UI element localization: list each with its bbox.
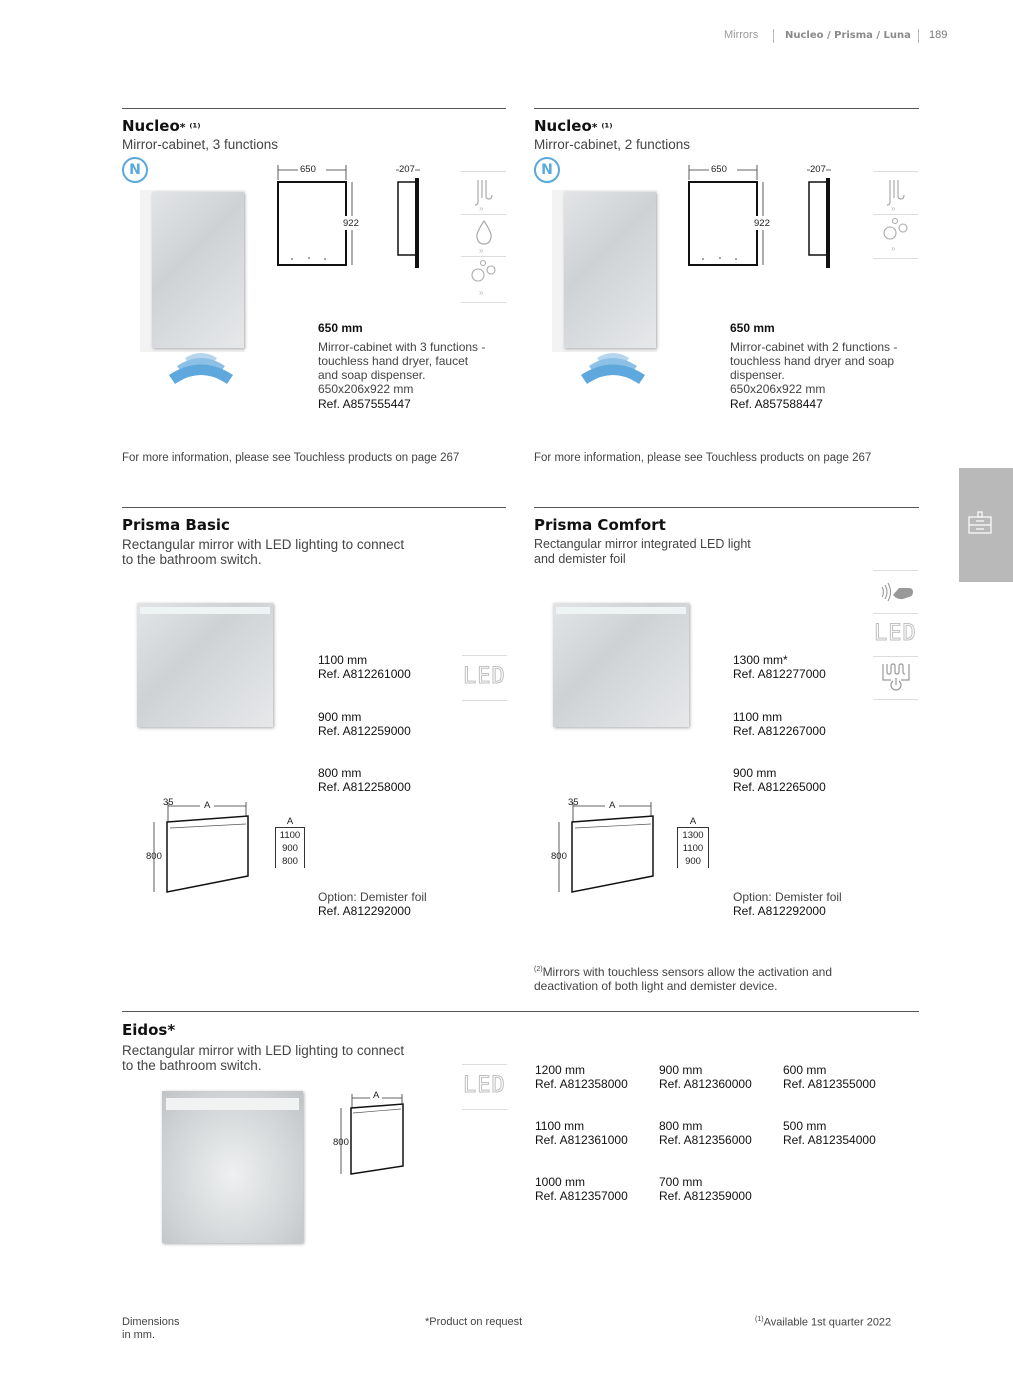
dim-width: 650 [711,164,727,175]
header-collection: Nucleo / Prisma / Luna [785,30,911,41]
size-table: A 1100 900 800 [275,816,305,868]
variant: 800 mm Ref. A812258000 [318,766,411,794]
dim-height: 922 [754,218,770,229]
section-rule [122,108,506,109]
product-title: Prisma Basic [122,516,230,534]
page-number: 189 [929,29,948,41]
section-side-tab[interactable] [959,468,1013,582]
product-title: Prisma Comfort [534,516,666,534]
product-photo [137,603,273,727]
product-description: Mirror-cabinet with 2 functions - touchless hand dryer and soap dispenser. 650x206x922 mm [730,340,898,396]
mirror-dimension-drawing [140,796,255,896]
demister-power-icon [880,660,912,692]
dim-depth: 35 [568,797,579,808]
product-title: Nucleo* ⁽¹⁾ [122,117,201,135]
soap-bubbles-icon [881,216,911,242]
footer-availability: $^{(1)}$Available 1st quarter 2022 [755,1316,892,1329]
dim-width-label: A [373,1090,380,1101]
new-badge-icon: N [534,157,560,183]
product-subtitle: Rectangular mirror with LED lighting to connect to the bathroom switch. [122,1043,405,1073]
product-description: Mirror-cabinet with 3 functions - touchless hand dryer, faucet and soap dispenser. 650x206x922 mm [318,340,486,396]
footer-dimensions-note: Dimensions in mm. [122,1316,180,1341]
variant: 600 mm Ref. A812355000 [783,1063,876,1091]
side-dimension-drawing [801,160,841,272]
product-photo [140,190,245,352]
dim-width-label: A [609,800,616,811]
hand-dryer-icon [470,174,498,208]
touchless-hand-sensor-icon [879,581,915,605]
variant: 900 mm Ref. A812360000 [659,1063,752,1091]
function-icon-column: » » » [461,171,506,303]
front-dimension-drawing [681,160,771,272]
soap-bubbles-icon [469,258,499,284]
variant: 1300 mm* Ref. A812277000 [733,653,826,681]
side-dimension-drawing [390,160,430,272]
variant: 1000 mm Ref. A812357000 [535,1175,628,1203]
product-size: 650 mm [318,321,363,335]
product-subtitle: Mirror-cabinet, 2 functions [534,137,691,152]
dim-height: 922 [343,218,359,229]
function-icon-column: » » [873,171,918,259]
dim-depth: 207 [810,164,826,175]
vanity-unit-icon [967,510,993,536]
option-label: Option: Demister foil [318,890,427,904]
footer-product-request: *Product on request [425,1316,523,1328]
mirror-dimension-drawing [545,796,660,896]
dim-width: 650 [300,164,316,175]
front-dimension-drawing [270,160,360,272]
variant: 900 mm Ref. A812265000 [733,766,826,794]
variant: 700 mm Ref. A812359000 [659,1175,752,1203]
product-size: 650 mm [730,321,775,335]
footnote: $^{(2)}$Mirrors with touchless sensors allow the activation and deactivation of both light and demister device. [534,965,833,993]
product-ref: Ref. A857555447 [318,397,411,411]
header-divider [918,29,919,43]
variant: 500 mm Ref. A812354000 [783,1119,876,1147]
dim-depth: 207 [399,164,415,175]
variant: 1100 mm Ref. A812261000 [318,653,411,681]
variant: 1100 mm Ref. A812267000 [733,710,826,738]
option-ref: Ref. A812292000 [733,904,826,918]
header-section: Mirrors [724,29,759,41]
led-icon: LED [462,655,507,701]
feature-icon-column [873,570,918,700]
product-photo [553,603,689,727]
product-ref: Ref. A857588447 [730,397,823,411]
dim-height: 800 [551,851,567,862]
section-rule [122,1011,919,1012]
touchless-sensor-icon [165,350,237,390]
variant: 1200 mm Ref. A812358000 [535,1063,628,1091]
size-table: A 1300 1100 900 [677,816,709,868]
new-badge-icon: N [122,157,148,183]
section-rule [122,507,506,508]
product-subtitle: Rectangular mirror with LED lighting to connect to the bathroom switch. [122,537,405,567]
option-ref: Ref. A812292000 [318,904,411,918]
touchless-sensor-icon [577,350,649,390]
mirror-dimension-drawing [330,1090,410,1180]
touchless-info-link[interactable]: For more information, please see Touchless products on page 267 [122,452,460,464]
led-icon: LED [462,1064,507,1110]
hand-dryer-icon [882,174,910,208]
led-icon: LED [874,621,917,646]
dim-height: 800 [146,851,162,862]
product-photo [162,1091,303,1243]
dim-depth: 35 [163,797,174,808]
section-rule [534,507,919,508]
header-divider [773,29,774,43]
product-title: Eidos* [122,1021,176,1039]
variant: 1100 mm Ref. A812361000 [535,1119,628,1147]
dim-height: 800 [333,1137,349,1148]
section-rule [534,108,919,109]
faucet-drop-icon [474,218,494,246]
product-subtitle: Mirror-cabinet, 3 functions [122,137,279,152]
option-label: Option: Demister foil [733,890,842,904]
product-subtitle: Rectangular mirror integrated LED light and demister foil [534,537,751,566]
product-photo [552,190,657,352]
product-title: Nucleo* ⁽¹⁾ [534,117,613,135]
variant: 900 mm Ref. A812259000 [318,710,411,738]
variant: 800 mm Ref. A812356000 [659,1119,752,1147]
touchless-info-link[interactable]: For more information, please see Touchless products on page 267 [534,452,872,464]
dim-width-label: A [204,800,211,811]
